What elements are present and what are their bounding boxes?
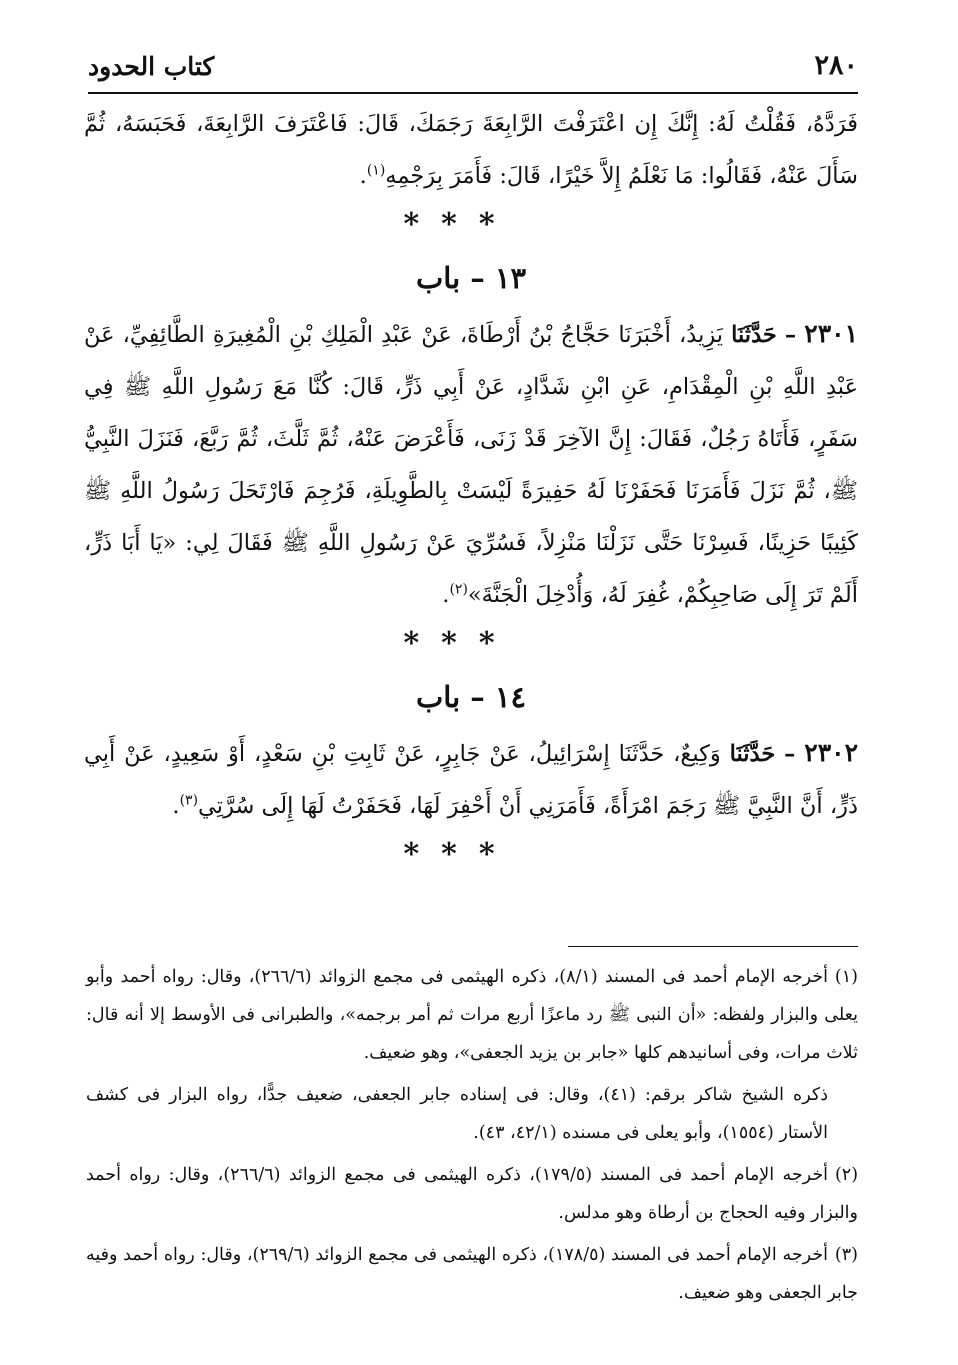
section-separator-2: ***	[403, 626, 517, 661]
footnote-ref-1: (١)	[366, 162, 386, 179]
footnote-number-2: (٢)	[834, 1165, 859, 1185]
footnote-1	[86, 958, 858, 1072]
main-text	[84, 98, 858, 878]
footnote-text-1: أخرجه الإمام أحمد فى المسند (٨/١)، ذكره الهيثمى فى مجمع الزوائد (٢٦٦/٦)، وقال: رواه أحمد وأبو يعلى والبزار ولفظه: «أن النبى ﷺ رد ماعزًا أربع مرات ثم أمر برجمه»، والطبرانى فى الأوسط إلا أنه قال: ثلاث مرات، وفى أسانيدهم كلها «جابر بن يزيد الجعفى»، وهو ضعيف.	[86, 967, 858, 1063]
book-title: كتاب الحدود	[88, 52, 215, 81]
hadith-number-2301: ٢٣٠١	[804, 319, 859, 348]
continuation-paragraph	[84, 98, 858, 202]
footnote-text-3: أخرجه الإمام أحمد فى المسند (١٧٨/٥)، ذكره الهيثمى فى مجمع الزوائد (٢٦٩/٦)، وقال: رواه أحمد وفيه جابر الجعفى وهو ضعيف.	[86, 1245, 858, 1303]
hadith-2301	[84, 308, 858, 621]
footnote-3	[86, 1236, 858, 1312]
footnote-divider	[568, 946, 858, 947]
footnote-1-continued: ذكره الشيخ شاكر برقم: (٤١)، وقال: فى إسناده جابر الجعفى، ضعيف جدًّا، رواه البزار فى كشف الأستار (١٥٥٤)، وأبو يعلى فى مسنده (٤٢/١، ٤٣).	[86, 1085, 828, 1143]
page-number: ٢٨٠	[814, 50, 858, 81]
continuation-text: فَرَدَّهُ، فَقُلْتُ لَهُ: إِنَّكَ إِن اعْتَرَفْتَ الرَّابِعَةَ رَجَمَكَ، قَالَ: فَاعْتَرَفَ الرَّابِعَةَ، فَحَبَسَهُ، ثُمَّ سَأَلَ عَنْهُ، فَقَالُوا: مَا نَعْلَمُ إِلاَّ خَيْرًا، قَالَ: فَأَمَرَ بِرَجْمِهِ	[84, 111, 858, 189]
footnote-number-1: (١)	[834, 967, 858, 987]
hadith-text-2301: يَزِيدُ، أَخْبَرَنَا حَجَّاجُ بْنُ أَرْطَاةَ، عَنْ عَبْدِ الْمَلِكِ بْنِ الْمُغِيرَةِ الطَّائِفِيِّ، عَنْ عَبْدِ اللَّهِ بْنِ الْمِقْدَامِ، عَنِ ابْنِ شَدَّادٍ، عَنْ أَبِي ذَرٍّ، قَالَ: كُنَّا مَعَ رَسُولِ اللَّهِ ﷺ فِي سَفَرٍ، فَأَتَاهُ رَجُلٌ، فَقَالَ: إِنَّ الآخِرَ قَدْ زَنَى، فَأَعْرَضَ عَنْهُ، ثُمَّ ثَلَّثَ، ثُمَّ رَبَّعَ، فَنَزَلَ النَّبِيُّ ﷺ، ثُمَّ نَزَلَ فَأَمَرَنَا فَحَفَرْنَا لَهُ حَفِيرَةً لَيْسَتْ بِالطَّوِيلَةِ، فَرُجِمَ فَارْتَحَلَ رَسُولُ اللَّهِ ﷺ كَئِيبًا حَزِينًا، فَسِرْنَا حَتَّى نَزَلْنَا مَنْزِلاً، فَسُرِّيَ عَنْ رَسُولِ اللَّهِ ﷺ فَقَالَ لِي: «يَا أَبَا ذَرٍّ، أَلَمْ تَرَ إِلَى صَاحِبِكُمْ، غُفِرَ لَهُ، وَأُدْخِلَ الْجَنَّةَ»	[84, 322, 858, 608]
hadith-number-2302: ٢٣٠٢	[804, 738, 858, 767]
hadith-end-2301: .	[442, 582, 450, 608]
section-separator-3: ***	[403, 837, 517, 872]
hadith-text-2302: وَكِيعٌ، حَدَّثَنَا إِسْرَائِيلُ، عَنْ جَابِرٍ، عَنْ ثَابِتِ بْنِ سَعْدٍ، أَوْ سَعِيدٍ، عَنْ أَبِي ذَرٍّ، أَنَّ النَّبِيَّ ﷺ رَجَمَ امْرَأَةً، فَأَمَرَنِي أَنْ أَحْفِرَ لَهَا، فَحَفَرْتُ لَهَا إِلَى سُرَّتِي	[84, 741, 858, 819]
header-divider	[88, 92, 858, 94]
continuation-end: .	[359, 163, 367, 189]
footnote-text-2: أخرجه الإمام أحمد فى المسند (١٧٩/٥)، ذكره الهيثمى فى مجمع الزوائد (٢٦٦/٦)، وقال: رواه أحمد والبزار وفيه الحجاج بن أرطاة وهو مدلس.	[86, 1165, 858, 1223]
hadith-dash-2302: –	[784, 741, 796, 767]
hadith-end-2302: .	[172, 793, 180, 819]
footnote-ref-2: (٢)	[449, 581, 468, 598]
footnotes	[86, 958, 858, 1316]
running-header	[88, 46, 858, 90]
hadith-2302	[84, 727, 858, 832]
section-separator-1: ***	[403, 207, 517, 242]
chapter-heading-13: ١٣ – باب	[415, 261, 527, 295]
hadith-opening-2302: حَدَّثَنَا	[729, 741, 776, 767]
hadith-dash-2301: –	[784, 322, 797, 348]
footnote-2	[86, 1156, 858, 1232]
footnote-ref-3: (٣)	[179, 792, 199, 809]
hadith-opening-2301: حَدَّثَنَا	[731, 322, 777, 348]
footnote-number-3: (٣)	[834, 1245, 858, 1265]
chapter-heading-14: ١٤ – باب	[415, 680, 527, 714]
